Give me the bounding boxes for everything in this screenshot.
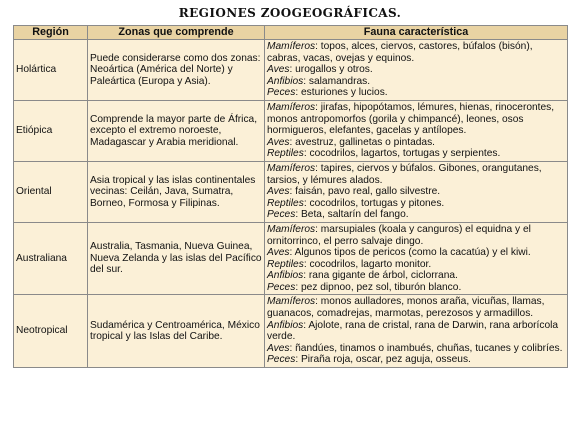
fauna-text: : cocodrilos, lagarto monitor.: [303, 258, 432, 270]
fauna-text: : Algunos tipos de pericos (como la cacatúa) y el kiwi.: [289, 247, 531, 259]
fauna-text: : avestruz, gallinetas o pintadas.: [289, 136, 436, 148]
zonas-cell: Comprende la mayor parte de África, excepto el extremo noroeste, Madagascar y Arabia meridional.: [88, 100, 265, 161]
fauna-class: Reptiles: [267, 148, 304, 160]
fauna-class: Anfibios: [267, 75, 304, 87]
page-title: REGIONES ZOOGEOGRÁFICAS.: [178, 6, 402, 20]
fauna-text: : marsupiales (koala y canguros) el equidna y el ornitorrinco, el perro salvaje dingo.: [267, 223, 531, 247]
header-fauna: Fauna característica: [265, 26, 568, 40]
fauna-class: Mamíferos: [267, 223, 316, 235]
fauna-text: : rana gigante de árbol, ciclorrana.: [303, 270, 458, 282]
header-region: Región: [14, 26, 88, 40]
fauna-class: Aves: [267, 342, 290, 354]
table-row: [14, 161, 568, 222]
fauna-line: [267, 41, 565, 64]
fauna-cell: [265, 40, 568, 101]
zonas-cell: Puede considerarse como dos zonas: Neoártica (América del Norte) y Paleártica (Europa y Asia).: [88, 40, 265, 101]
fauna-class: Aves: [267, 136, 290, 148]
fauna-text: : esturiones y lucios.: [295, 87, 388, 99]
fauna-text: : topos, alces, ciervos, castores, búfalos (bisón), cabras, vacas, ovejas y equinos.: [267, 41, 533, 64]
region-cell: Oriental: [14, 161, 88, 222]
region-cell: Neotropical: [14, 295, 88, 368]
table-row: [14, 295, 568, 368]
table-row: [14, 100, 568, 161]
fauna-line: [267, 354, 565, 366]
fauna-text: : salamandras.: [303, 75, 371, 87]
fauna-line: [267, 259, 565, 271]
fauna-line: [267, 186, 565, 198]
fauna-line: [267, 163, 565, 186]
fauna-cell: [265, 161, 568, 222]
fauna-line: [267, 270, 565, 282]
fauna-class: Peces: [267, 209, 296, 221]
table-row: [14, 222, 568, 295]
fauna-class: Reptiles: [267, 258, 304, 270]
fauna-line: [267, 76, 565, 88]
zoogeographic-table: [13, 25, 568, 368]
fauna-class: Mamíferos: [267, 101, 316, 113]
fauna-line: [267, 64, 565, 76]
fauna-cell: [265, 295, 568, 368]
fauna-class: Peces: [267, 87, 296, 99]
zonas-cell: Australia, Tasmania, Nueva Guinea, Nueva Zelanda y las islas del Pacífico del sur.: [88, 222, 265, 295]
fauna-text: : monos aulladores, monos araña, vicuñas, llamas, guanacos, comadrejas, marmotas, perezosos y armadillos.: [267, 296, 545, 320]
fauna-text: : urogallos y otros.: [289, 64, 373, 76]
fauna-line: [267, 137, 565, 149]
zonas-cell: Sudamérica y Centroamérica, México tropical y las Islas del Caribe.: [88, 295, 265, 368]
fauna-line: [267, 198, 565, 210]
fauna-line: [267, 148, 565, 160]
fauna-class: Aves: [267, 186, 290, 198]
fauna-class: Anfibios: [267, 270, 304, 282]
fauna-line: [267, 102, 565, 137]
fauna-line: [267, 282, 565, 294]
fauna-line: [267, 320, 565, 343]
fauna-line: [267, 247, 565, 259]
fauna-text: : faisán, pavo real, gallo silvestre.: [289, 186, 441, 198]
fauna-text: : Beta, saltarín del fango.: [295, 209, 409, 221]
fauna-line: [267, 87, 565, 99]
fauna-text: : tapires, ciervos y búfalos. Gibones, orangutanes, tarsios, y lémures alados.: [267, 162, 542, 186]
fauna-text: : jirafas, hipopótamos, lémures, hienas, rinocerontes, monos antropomorfos (gorila y chimpancé), leones, osos hormigueros, elefantes, gacelas y antílopes.: [267, 101, 555, 137]
header-zonas: Zonas que comprende: [88, 26, 265, 40]
fauna-text: : pez dipnoo, pez sol, tiburón blanco.: [295, 281, 462, 293]
fauna-class: Peces: [267, 281, 296, 293]
table-row: [14, 40, 568, 101]
fauna-class: Anfibios: [267, 319, 304, 331]
fauna-text: : cocodrilos, tortugas y pitones.: [303, 197, 445, 209]
fauna-class: Peces: [267, 354, 296, 366]
fauna-text: : cocodrilos, lagartos, tortugas y serpientes.: [303, 148, 501, 160]
fauna-cell: [265, 100, 568, 161]
table-header-row: [14, 26, 568, 40]
fauna-class: Mamíferos: [267, 162, 316, 174]
region-cell: Holártica: [14, 40, 88, 101]
fauna-class: Aves: [267, 64, 290, 76]
fauna-text: : Piraña roja, oscar, pez aguja, osseus.: [295, 354, 471, 366]
fauna-line: [267, 296, 565, 319]
fauna-cell: [265, 222, 568, 295]
fauna-line: [267, 209, 565, 221]
fauna-line: [267, 224, 565, 247]
fauna-class: Reptiles: [267, 197, 304, 209]
fauna-text: : ñandúes, tinamos o inambués, chuñas, tucanes y colibríes.: [289, 342, 563, 354]
fauna-text: : Ajolote, rana de cristal, rana de Darwin, rana arborícola verde.: [267, 319, 559, 343]
fauna-line: [267, 343, 565, 355]
region-cell: Australiana: [14, 222, 88, 295]
region-cell: Etiópica: [14, 100, 88, 161]
fauna-class: Mamíferos: [267, 41, 316, 52]
fauna-class: Mamíferos: [267, 296, 316, 308]
zonas-cell: Asia tropical y las islas continentales vecinas: Ceilán, Java, Sumatra, Borneo, Formosa y Filipinas.: [88, 161, 265, 222]
fauna-class: Aves: [267, 247, 290, 259]
